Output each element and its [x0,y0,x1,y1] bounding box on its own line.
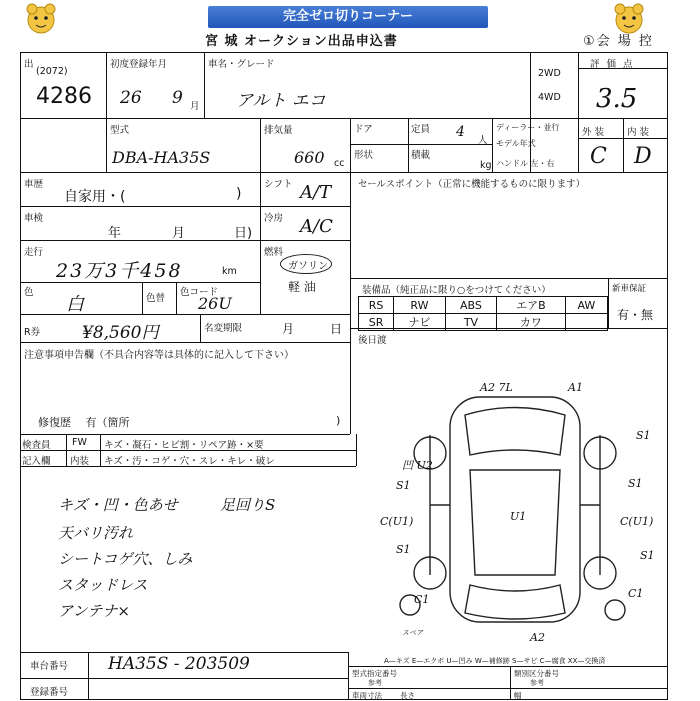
equip-rw: RW [394,297,446,314]
sales-point-label: セールスポイント（正常に機能するものに限ります） [358,179,586,190]
rating-value: 3.5 [596,84,638,114]
mark-c1-right: C1 [628,587,644,600]
mileage-unit: km [222,266,237,277]
model-year-label: モデル年式 [496,139,536,148]
mark-s1-e: S1 [640,549,655,562]
first-reg-label: 初度登録年月 [110,59,168,70]
load-unit: kg [480,160,492,171]
equip-airbag: エアB [497,297,566,314]
name-change-label: 名変期限 [204,323,243,334]
mark-c1-left: C1 [414,593,430,606]
equipment-table [358,296,608,331]
equip-aw: AW [565,297,607,314]
history-label: 車歴 [24,179,44,190]
first-reg-year: 26 [120,88,142,108]
note-line-2: 足回りS [220,496,276,514]
note-line-3: 天バリ汚れ [58,524,134,542]
registration-label: 登録番号 [30,687,69,698]
class-label: 類別区分番号 [514,669,559,678]
entry-label: 記入欄 [22,456,51,467]
history-close: ) [236,186,242,202]
color-tone-label: 色替 [146,293,166,304]
equip-leather: カワ [497,314,566,331]
mark-u2: 凹 U2 [402,459,433,472]
damage-legend: A—キズ E—エクボ U—凹み W—補修跡 S—サビ C—腐食 XX—交換済 [384,657,606,665]
fw-label: FW [72,437,87,448]
dealer-label: ディーラー・並行 [496,123,560,132]
mark-s1-a: S1 [636,429,651,442]
mark-c1u: C(U1) [620,515,654,528]
reference-label-2: 参考 [530,679,544,687]
warranty-label: 新車保証 [612,284,647,294]
note-line-6: アンテナ× [58,602,130,620]
lot-label: 出 [24,59,34,70]
mileage-label: 走行 [24,247,44,258]
fuel-label: 燃料 [264,247,284,258]
aircon-label: 冷房 [264,213,284,224]
equipment-label: 装備品（純正品に限り○をつけてください） [362,285,551,296]
model-label: 型式 [110,125,130,136]
banner-title: 完全ゼロ切りコーナー [208,6,488,28]
equip-rs: RS [359,297,394,314]
name-change-day: 日 [330,322,343,336]
interior-label: 内 装 [627,127,650,138]
shift-value: A/T [300,182,332,203]
capacity-unit: 人 [478,135,488,146]
mark-s1-b: S1 [628,477,643,490]
repair-history: 修復歴 有（箇所 [38,416,130,429]
width-label: 幅 [514,691,522,700]
history-value: 自家用・( [64,189,126,205]
interior-items: キズ・汚・コゲ・穴・スレ・キレ・破レ [104,456,275,467]
mark-front: A2 7L [480,381,513,394]
displacement-label: 排気量 [264,125,293,136]
mark-u1-center: U1 [510,510,527,523]
color-code-value: 26U [198,294,232,313]
interior-grade: D [634,144,652,169]
reference-label-1: 参考 [368,679,382,687]
equip-tv: TV [445,314,496,331]
interior-check-label: 内装 [70,456,90,467]
mark-front2: A1 [568,381,583,394]
note-line-1: キズ・凹・色あせ [58,496,178,514]
mark-u1-left: C(U1) [380,515,414,528]
inspection-day: 日) [234,226,253,241]
warranty-value: 有・無 [617,308,654,322]
equip-navi: ナビ [394,314,446,331]
fuel-option-diesel: 軽 油 [288,280,316,294]
model-value: DBA-HA35S [112,148,211,167]
mileage-value: 23万3千458 [56,260,183,282]
load-label: 積載 [411,150,431,161]
drive-2wd: 2WD [538,68,561,79]
exterior-grade: C [590,144,607,169]
first-reg-month: 9 [172,88,183,108]
rating-label: 評 価 点 [590,59,635,70]
car-damage-diagram [370,375,670,650]
size-label: 車両寸法 [352,691,382,700]
model-spec-label: 型式指定番号 [352,669,397,678]
checker-label: 検査員 [22,440,51,451]
fw-items: キズ・凝石・ヒビ割・リペア跡・×要 [104,440,264,451]
door-label: ドア [354,124,373,135]
mark-spare: スペア [402,629,423,637]
car-name: アルト エコ [236,91,326,111]
price-value: ¥8,560円 [82,323,159,343]
length-label: 長さ [400,691,415,700]
drive-4wd: 4WD [538,92,561,103]
inspection-month: 月 [172,226,186,241]
capacity-value: 4 [456,124,465,140]
handle-label: ハンドル 左・右 [496,159,555,168]
inspection-year: 年 [108,226,122,241]
mark-rear: A2 [530,631,545,644]
wheels [400,437,625,620]
capacity-label: 定員 [411,124,431,135]
note-line-4: シートコゲ穴、しみ [58,550,193,568]
form-title: 宮 城 オークション出品申込書 [205,34,398,49]
note-line-5: スタッドレス [58,576,148,594]
exterior-label: 外 装 [582,127,605,138]
year-note: (2072) [36,66,68,77]
equip-abs: ABS [445,297,496,314]
displacement-value: 660 [294,148,325,167]
name-change-month: 月 [282,322,295,336]
mark-s1-c: S1 [396,479,411,492]
mascot-left-icon [24,2,58,36]
mark-s1-d: S1 [396,543,411,556]
notes-label: 注意事項申告欄（不具合内容等は具体的に記入して下さい） [24,350,294,361]
month-unit: 月 [190,101,200,112]
chassis-number: HA35S - 203509 [108,654,250,674]
shape-label: 形状 [354,150,374,161]
chassis-label: 車台番号 [30,661,69,672]
aftermarket-label: 後日渡 [358,335,387,346]
color-code-label: 色コード [180,287,219,298]
equip-sr: SR [359,314,394,331]
repair-close: ) [336,414,341,427]
color-label: 色 [24,287,34,298]
fuel-option-gasoline: ガソリン [288,261,328,272]
name-label: 車名・グレード [208,59,275,70]
venue-copy-label: ①会 場 控 [583,34,654,49]
inspection-label: 車検 [24,213,44,224]
aircon-value: A/C [300,216,333,237]
shift-label: シフト [264,179,293,190]
displacement-unit: cc [334,158,345,169]
price-label: R券 [24,327,41,338]
color-value: 白 [66,294,84,315]
lot-number: 4286 [36,84,92,109]
